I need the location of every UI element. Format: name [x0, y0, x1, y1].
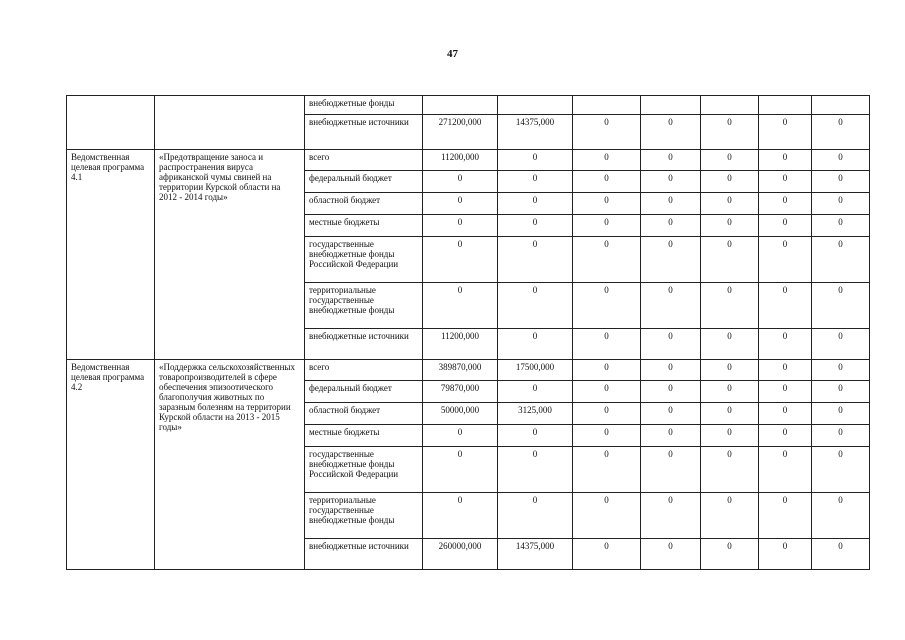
value-cell: 0: [423, 493, 498, 539]
value-cell: 0: [573, 283, 641, 329]
value-cell: [812, 96, 870, 115]
funding-source-cell: всего: [305, 150, 423, 171]
value-cell: 0: [498, 493, 573, 539]
funding-source-cell: федеральный бюджет: [305, 381, 423, 403]
value-cell: 0: [573, 193, 641, 215]
value-cell: 50000,000: [423, 403, 498, 425]
value-cell: 260000,000: [423, 539, 498, 570]
program-name-cell: [67, 96, 155, 150]
value-cell: 0: [641, 447, 701, 493]
value-cell: 0: [498, 215, 573, 237]
value-cell: 0: [641, 381, 701, 403]
value-cell: 0: [641, 237, 701, 283]
value-cell: 0: [701, 283, 759, 329]
value-cell: 0: [812, 539, 870, 570]
value-cell: 0: [498, 381, 573, 403]
value-cell: [498, 96, 573, 115]
value-cell: 0: [812, 283, 870, 329]
value-cell: 0: [759, 283, 812, 329]
value-cell: 0: [498, 237, 573, 283]
value-cell: 271200,000: [423, 115, 498, 150]
value-cell: 0: [641, 360, 701, 381]
table-row: [67, 360, 870, 381]
value-cell: 79870,000: [423, 381, 498, 403]
value-cell: 0: [573, 171, 641, 193]
table-row: [67, 96, 870, 115]
value-cell: 0: [641, 403, 701, 425]
value-cell: 14375,000: [498, 539, 573, 570]
funding-source-cell: всего: [305, 360, 423, 381]
value-cell: 0: [498, 425, 573, 447]
value-cell: 0: [701, 447, 759, 493]
value-cell: 0: [423, 237, 498, 283]
value-cell: 0: [812, 215, 870, 237]
value-cell: 0: [812, 381, 870, 403]
value-cell: 0: [498, 193, 573, 215]
funding-source-cell: территориальные государственные внебюджетные фонды: [305, 283, 423, 329]
value-cell: 0: [573, 329, 641, 360]
value-cell: 0: [641, 283, 701, 329]
value-cell: 0: [759, 215, 812, 237]
value-cell: 0: [573, 237, 641, 283]
page-number: 47: [447, 48, 458, 60]
value-cell: 17500,000: [498, 360, 573, 381]
value-cell: 0: [498, 329, 573, 360]
value-cell: 0: [423, 447, 498, 493]
value-cell: 14375,000: [498, 115, 573, 150]
value-cell: 11200,000: [423, 150, 498, 171]
value-cell: 0: [423, 215, 498, 237]
value-cell: 0: [759, 403, 812, 425]
value-cell: 0: [759, 329, 812, 360]
value-cell: 0: [423, 283, 498, 329]
value-cell: 0: [573, 150, 641, 171]
value-cell: [423, 96, 498, 115]
value-cell: [701, 96, 759, 115]
value-cell: 0: [701, 171, 759, 193]
value-cell: 0: [641, 493, 701, 539]
value-cell: 0: [759, 150, 812, 171]
value-cell: 0: [701, 403, 759, 425]
value-cell: 0: [812, 150, 870, 171]
value-cell: 0: [759, 193, 812, 215]
value-cell: 0: [641, 329, 701, 360]
value-cell: 0: [812, 237, 870, 283]
value-cell: 0: [641, 425, 701, 447]
value-cell: 0: [423, 171, 498, 193]
value-cell: [573, 96, 641, 115]
program-title-cell: [155, 96, 305, 150]
value-cell: 0: [701, 237, 759, 283]
program-title-cell: «Поддержка сельскохозяйственных товаропроизводителей в сфере обеспечения эпизоотического благополучия животных по заразным болезням на территории Курской области на 2013 - 2015 годы»: [155, 360, 305, 570]
value-cell: 0: [573, 215, 641, 237]
value-cell: 0: [812, 425, 870, 447]
value-cell: 0: [812, 360, 870, 381]
value-cell: 0: [573, 425, 641, 447]
value-cell: 0: [812, 115, 870, 150]
value-cell: 0: [423, 193, 498, 215]
value-cell: 0: [759, 360, 812, 381]
funding-source-cell: областной бюджет: [305, 193, 423, 215]
funding-source-cell: федеральный бюджет: [305, 171, 423, 193]
funding-source-cell: местные бюджеты: [305, 215, 423, 237]
value-cell: 3125,000: [498, 403, 573, 425]
value-cell: 0: [759, 171, 812, 193]
funding-source-cell: местные бюджеты: [305, 425, 423, 447]
value-cell: 0: [701, 493, 759, 539]
funding-source-cell: областной бюджет: [305, 403, 423, 425]
value-cell: [759, 96, 812, 115]
value-cell: 0: [759, 493, 812, 539]
funding-source-cell: внебюджетные источники: [305, 329, 423, 360]
value-cell: 0: [701, 193, 759, 215]
funding-source-cell: государственные внебюджетные фонды Российской Федерации: [305, 447, 423, 493]
value-cell: 0: [641, 150, 701, 171]
value-cell: 0: [701, 539, 759, 570]
value-cell: 0: [573, 493, 641, 539]
value-cell: 11200,000: [423, 329, 498, 360]
budget-table: [66, 95, 870, 570]
value-cell: 0: [812, 447, 870, 493]
value-cell: 0: [573, 403, 641, 425]
value-cell: 0: [759, 237, 812, 283]
value-cell: 0: [701, 115, 759, 150]
funding-source-cell: государственные внебюджетные фонды Российской Федерации: [305, 237, 423, 283]
value-cell: 0: [759, 447, 812, 493]
funding-source-cell: внебюджетные источники: [305, 539, 423, 570]
table-row: [67, 150, 870, 171]
value-cell: 0: [423, 425, 498, 447]
value-cell: 0: [701, 329, 759, 360]
value-cell: 0: [701, 425, 759, 447]
value-cell: 0: [573, 447, 641, 493]
value-cell: 0: [573, 360, 641, 381]
value-cell: [641, 96, 701, 115]
value-cell: 0: [812, 193, 870, 215]
value-cell: 0: [812, 493, 870, 539]
value-cell: 0: [641, 193, 701, 215]
value-cell: 0: [641, 539, 701, 570]
value-cell: 0: [759, 539, 812, 570]
value-cell: 0: [759, 425, 812, 447]
value-cell: 389870,000: [423, 360, 498, 381]
value-cell: 0: [573, 381, 641, 403]
value-cell: 0: [701, 381, 759, 403]
funding-source-cell: территориальные государственные внебюджетные фонды: [305, 493, 423, 539]
program-title-cell: «Предотвращение заноса и распространения вируса африканской чумы свиней на территории Курской области на 2012 - 2014 годы»: [155, 150, 305, 360]
value-cell: 0: [573, 115, 641, 150]
value-cell: 0: [641, 115, 701, 150]
program-name-cell: Ведомственная целевая программа 4.2: [67, 360, 155, 570]
funding-source-cell: внебюджетные фонды: [305, 96, 423, 115]
value-cell: 0: [498, 171, 573, 193]
value-cell: 0: [812, 171, 870, 193]
value-cell: 0: [812, 329, 870, 360]
funding-source-cell: внебюджетные источники: [305, 115, 423, 150]
value-cell: 0: [498, 150, 573, 171]
value-cell: 0: [701, 360, 759, 381]
value-cell: 0: [641, 215, 701, 237]
value-cell: 0: [701, 150, 759, 171]
value-cell: 0: [498, 283, 573, 329]
value-cell: 0: [573, 539, 641, 570]
value-cell: 0: [701, 215, 759, 237]
value-cell: 0: [641, 171, 701, 193]
table-body: [67, 96, 870, 570]
value-cell: 0: [812, 403, 870, 425]
value-cell: 0: [498, 447, 573, 493]
program-name-cell: Ведомственная целевая программа 4.1: [67, 150, 155, 360]
value-cell: 0: [759, 381, 812, 403]
value-cell: 0: [759, 115, 812, 150]
